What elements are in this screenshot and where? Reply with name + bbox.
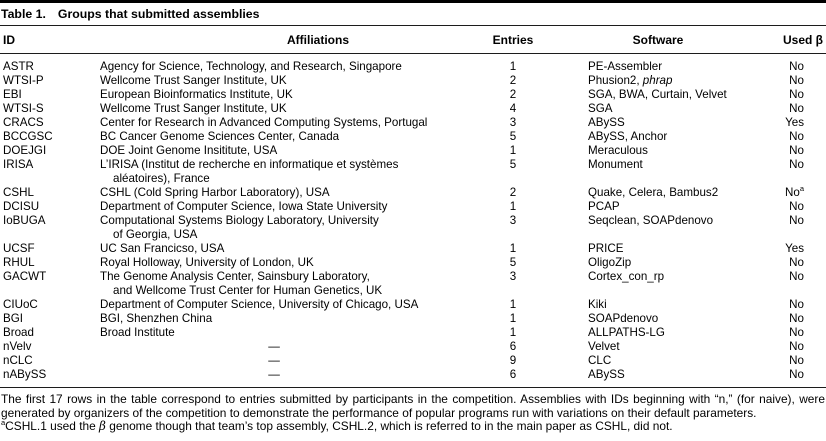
cell-affiliation — [98, 242, 468, 256]
affiliation-line: BC Cancer Genome Sciences Center, Canada — [100, 130, 340, 143]
software-name: CLC — [588, 354, 612, 367]
cell-software — [558, 186, 758, 200]
groups-table — [0, 26, 826, 388]
affiliation-line: Department of Computer Science, University of Chicago, USA — [100, 298, 419, 311]
cell-affiliation — [98, 214, 468, 242]
cell-software — [558, 298, 758, 312]
affiliation-line: Department of Computer Science, Iowa State University — [100, 200, 388, 213]
cell-group-id: GACWT — [3, 270, 47, 283]
cell-affiliation — [98, 256, 468, 270]
cell-software — [558, 144, 758, 158]
used-beta-value: Yes — [785, 242, 804, 255]
cell-software — [558, 102, 758, 116]
software-name: ABySS — [588, 116, 625, 129]
cell-entries: 2 — [509, 74, 517, 87]
cell-group-id: nCLC — [3, 354, 33, 367]
cell-affiliation — [98, 116, 468, 130]
used-beta-footnote-marker: a — [799, 184, 804, 194]
table-footnotes — [0, 393, 826, 434]
software-name: Phusion2, — [588, 74, 643, 87]
cell-used-beta — [758, 354, 826, 368]
used-beta-value: No — [789, 270, 804, 283]
cell-affiliation — [98, 158, 468, 186]
cell-used-beta — [758, 200, 826, 214]
affiliation-line: Computational Systems Biology Laboratory, University — [100, 214, 379, 227]
affiliation-line: L’IRISA (Institut de recherche en informatique et systèmes — [100, 158, 399, 171]
cell-software — [558, 368, 758, 388]
used-beta-value: No — [789, 144, 804, 157]
table-row — [0, 144, 826, 158]
table-row — [0, 102, 826, 116]
software-name: phrap — [642, 74, 673, 87]
cell-entries: 1 — [509, 144, 517, 157]
affiliation-line: BGI, Shenzhen China — [100, 312, 213, 325]
affiliation-line: The Genome Analysis Center, Sainsbury Laboratory, — [100, 270, 370, 283]
used-beta-value: No — [785, 186, 800, 199]
table-header — [0, 26, 826, 54]
affiliation-line: Agency for Science, Technology, and Research, Singapore — [100, 60, 402, 73]
cell-affiliation — [98, 186, 468, 200]
cell-entries: 3 — [509, 214, 517, 227]
cell-used-beta — [758, 74, 826, 88]
cell-entries: 2 — [509, 88, 517, 101]
cell-affiliation — [98, 130, 468, 144]
cell-group-id: RHUL — [3, 256, 35, 269]
table-row — [0, 158, 826, 186]
software-name: PE-Assembler — [588, 60, 663, 73]
software-name: Seqclean, SOAPdenovo — [588, 214, 714, 227]
affiliation-line: DOE Joint Genome Insititute, USA — [100, 144, 278, 157]
cell-entries: 5 — [509, 256, 517, 269]
affiliation-line: European Bioinformatics Institute, UK — [100, 88, 293, 101]
table-row — [0, 200, 826, 214]
used-beta-value: No — [789, 354, 804, 367]
cell-software — [558, 200, 758, 214]
used-beta-value: No — [789, 74, 804, 87]
beta-symbol: β — [99, 419, 106, 434]
cell-software — [558, 256, 758, 270]
cell-used-beta — [758, 298, 826, 312]
cell-group-id: nVelv — [3, 340, 32, 353]
cell-group-id: UCSF — [3, 242, 35, 255]
cell-software — [558, 214, 758, 242]
footnote-a — [1, 420, 825, 434]
affiliation-line: of Georgia, USA — [113, 228, 198, 241]
footnote-a-text-pre: CSHL.1 used the — [5, 419, 100, 434]
table-row — [0, 242, 826, 256]
used-beta-value: No — [789, 158, 804, 171]
table-caption: Groups that submitted assemblies — [57, 7, 260, 21]
used-beta-value: No — [789, 200, 804, 213]
footnote-general: The first 17 rows in the table correspond to entries submitted by participants in the competition. Assemblies with IDs beginning with “n,” (for naive), were generated by organizers of the competition to demonstrate the performance of popular programs run with variations on their default parameters. — [1, 392, 825, 420]
cell-entries: 1 — [509, 242, 517, 255]
used-beta-value: Yes — [785, 116, 804, 129]
cell-software — [558, 88, 758, 102]
cell-entries: 1 — [509, 298, 517, 311]
footnote-a-text-post: genome though that team’s top assembly, CSHL.2, which is referred to in the main paper as CSHL, did not. — [105, 419, 673, 434]
cell-group-id: EBI — [3, 88, 22, 101]
cell-used-beta — [758, 326, 826, 340]
cell-used-beta — [758, 116, 826, 130]
cell-entries: 1 — [509, 200, 517, 213]
software-name: Monument — [588, 158, 643, 171]
software-name: SGA — [588, 102, 613, 115]
cell-entries: 5 — [509, 158, 517, 171]
cell-affiliation — [98, 340, 468, 354]
affiliation-line: aléatoires), France — [113, 172, 210, 185]
cell-affiliation — [98, 88, 468, 102]
affiliation-line: and Wellcome Trust Center for Human Genetics, UK — [113, 284, 383, 297]
affiliation-dash: — — [268, 340, 280, 353]
cell-entries: 4 — [509, 102, 517, 115]
cell-software — [558, 116, 758, 130]
table-row — [0, 54, 826, 75]
cell-affiliation — [98, 74, 468, 88]
cell-used-beta — [758, 158, 826, 186]
used-beta-value: No — [789, 256, 804, 269]
cell-group-id: DOEJGI — [3, 144, 47, 157]
cell-group-id: WTSI-P — [3, 74, 44, 87]
table-row — [0, 354, 826, 368]
cell-software — [558, 158, 758, 186]
cell-used-beta — [758, 214, 826, 242]
cell-affiliation — [98, 368, 468, 388]
column-header-used-beta: Used β — [758, 26, 826, 54]
affiliation-line: CSHL (Cold Spring Harbor Laboratory), USA — [100, 186, 330, 199]
affiliation-dash: — — [268, 368, 280, 381]
table-number-label: Table 1. — [1, 7, 46, 21]
cell-group-id: CRACS — [3, 116, 44, 129]
cell-used-beta — [758, 102, 826, 116]
cell-used-beta — [758, 186, 826, 200]
cell-group-id: WTSI-S — [3, 102, 44, 115]
cell-entries: 6 — [509, 368, 517, 381]
cell-entries: 6 — [509, 340, 517, 353]
cell-entries: 9 — [509, 354, 517, 367]
header-row — [0, 26, 826, 54]
used-beta-value: No — [789, 298, 804, 311]
cell-software — [558, 354, 758, 368]
table-row — [0, 88, 826, 102]
used-beta-value: No — [789, 60, 804, 73]
cell-software — [558, 340, 758, 354]
software-name: ABySS — [588, 368, 625, 381]
used-beta-value: No — [789, 130, 804, 143]
cell-group-id: Broad — [3, 326, 34, 339]
cell-software — [558, 54, 758, 75]
cell-affiliation — [98, 102, 468, 116]
cell-used-beta — [758, 256, 826, 270]
cell-entries: 1 — [509, 60, 517, 73]
cell-affiliation — [98, 54, 468, 75]
cell-used-beta — [758, 340, 826, 354]
used-beta-value: No — [789, 368, 804, 381]
cell-group-id: BGI — [3, 312, 23, 325]
cell-affiliation — [98, 200, 468, 214]
affiliation-line: UC San Francicso, USA — [100, 242, 225, 255]
cell-entries: 1 — [509, 312, 517, 325]
used-beta-value: No — [789, 214, 804, 227]
cell-software — [558, 312, 758, 326]
cell-affiliation — [98, 312, 468, 326]
software-name: Velvet — [588, 340, 620, 353]
footnote-a-marker: a — [1, 418, 6, 428]
column-header-software: Software — [558, 26, 758, 54]
cell-used-beta — [758, 270, 826, 298]
cell-used-beta — [758, 130, 826, 144]
software-name: ALLPATHS-LG — [588, 326, 665, 339]
table-body — [0, 54, 826, 388]
software-name: SOAPdenovo — [588, 312, 659, 325]
software-name: Quake, Celera, Bambus2 — [588, 186, 719, 199]
cell-entries: 1 — [509, 326, 517, 339]
column-header-entries: Entries — [468, 26, 558, 54]
affiliation-line: Center for Research in Advanced Computing Systems, Portugal — [100, 116, 428, 129]
cell-group-id: IRISA — [3, 158, 34, 171]
affiliation-line: Wellcome Trust Sanger Institute, UK — [100, 102, 287, 115]
cell-group-id: CSHL — [3, 186, 34, 199]
affiliation-line: Royal Holloway, University of London, UK — [100, 256, 314, 269]
cell-group-id: nABySS — [3, 368, 47, 381]
software-name: PCAP — [588, 200, 620, 213]
affiliation-line: Wellcome Trust Sanger Institute, UK — [100, 74, 287, 87]
cell-software — [558, 74, 758, 88]
table-row — [0, 270, 826, 298]
cell-group-id: BCCGSC — [3, 130, 53, 143]
table-row — [0, 368, 826, 388]
table-row — [0, 186, 826, 200]
used-beta-value: No — [789, 340, 804, 353]
used-beta-value: No — [789, 88, 804, 101]
table-row — [0, 340, 826, 354]
cell-affiliation — [98, 298, 468, 312]
affiliation-dash: — — [268, 354, 280, 367]
software-name: Cortex_con_rp — [588, 270, 665, 283]
cell-software — [558, 326, 758, 340]
column-header-id: ID — [0, 26, 98, 54]
software-name: OligoZip — [588, 256, 632, 269]
cell-used-beta — [758, 242, 826, 256]
cell-entries: 5 — [509, 130, 517, 143]
used-beta-value: No — [789, 326, 804, 339]
software-name: SGA, BWA, Curtain, Velvet — [588, 88, 727, 101]
software-name: Kiki — [588, 298, 607, 311]
table-row — [0, 326, 826, 340]
cell-group-id: IoBUGA — [3, 214, 46, 227]
cell-group-id: ASTR — [3, 60, 34, 73]
cell-group-id: DCISU — [3, 200, 40, 213]
cell-affiliation — [98, 326, 468, 340]
table-row — [0, 256, 826, 270]
table-title — [0, 3, 826, 26]
cell-affiliation — [98, 270, 468, 298]
table-row — [0, 312, 826, 326]
cell-used-beta — [758, 312, 826, 326]
table-row — [0, 116, 826, 130]
table-row — [0, 298, 826, 312]
cell-affiliation — [98, 354, 468, 368]
used-beta-value: No — [789, 102, 804, 115]
cell-entries: 3 — [509, 116, 517, 129]
cell-affiliation — [98, 144, 468, 158]
table-row — [0, 130, 826, 144]
cell-entries: 2 — [509, 186, 517, 199]
cell-entries: 3 — [509, 270, 517, 283]
affiliation-line: Broad Institute — [100, 326, 175, 339]
cell-software — [558, 270, 758, 298]
cell-used-beta — [758, 88, 826, 102]
cell-used-beta — [758, 368, 826, 388]
cell-used-beta — [758, 54, 826, 75]
cell-used-beta — [758, 144, 826, 158]
software-name: ABySS, Anchor — [588, 130, 668, 143]
column-header-affiliations: Affiliations — [98, 26, 468, 54]
cell-software — [558, 242, 758, 256]
table-row — [0, 214, 826, 242]
cell-group-id: CIUoC — [3, 298, 38, 311]
cell-software — [558, 130, 758, 144]
table-row — [0, 74, 826, 88]
used-beta-value: No — [789, 312, 804, 325]
software-name: Meraculous — [588, 144, 648, 157]
software-name: PRICE — [588, 242, 624, 255]
